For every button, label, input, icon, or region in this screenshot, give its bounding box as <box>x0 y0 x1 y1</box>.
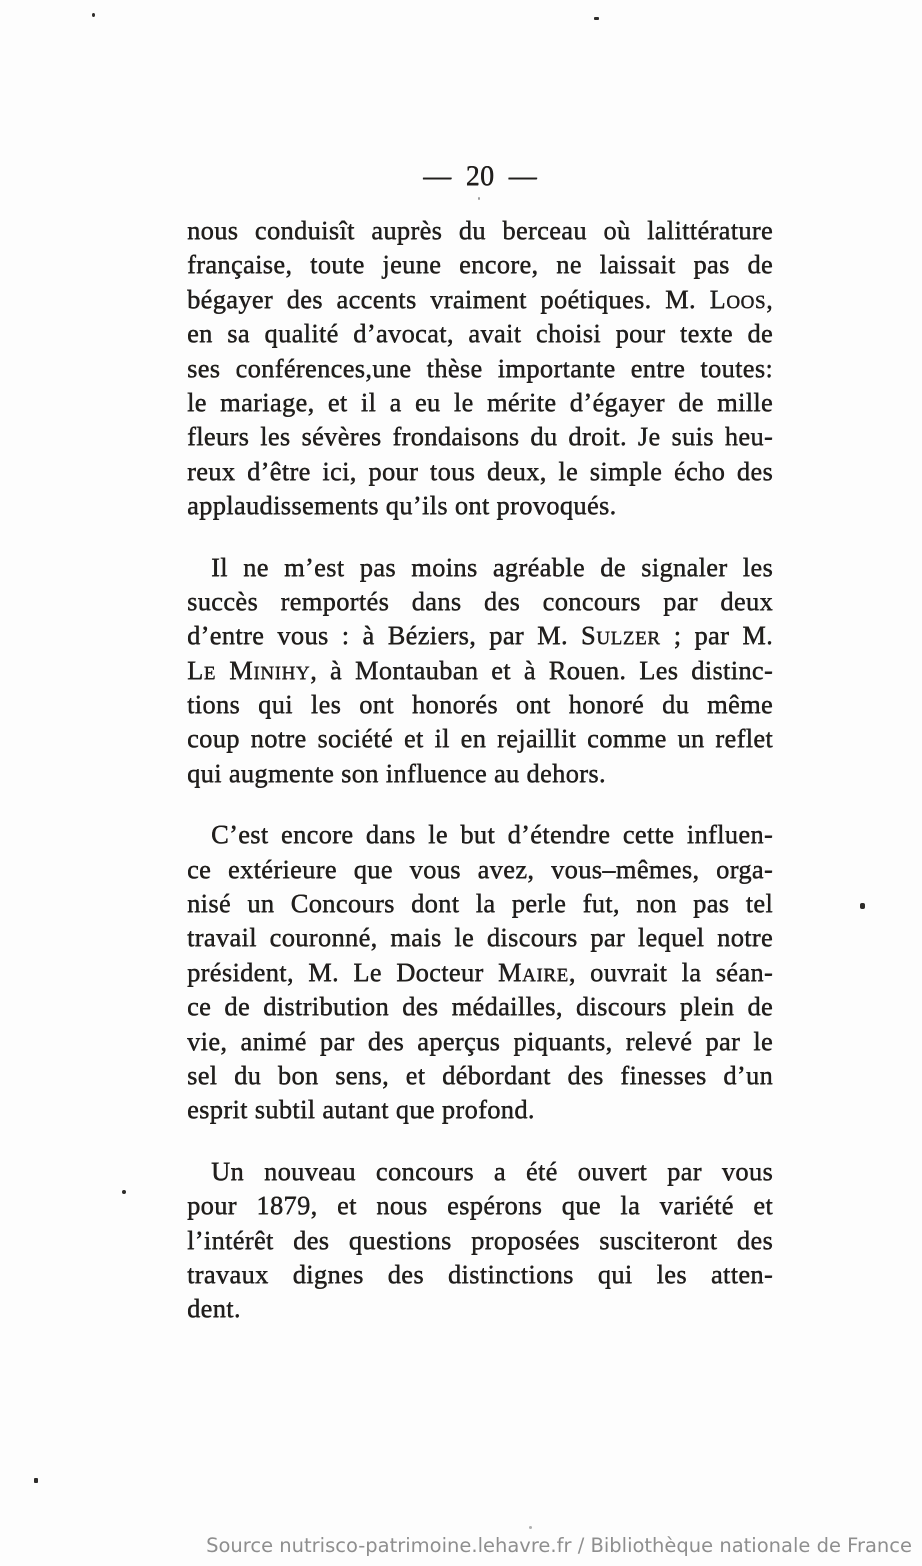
scan-speck <box>860 903 865 909</box>
text-line: travaux dignes des distinctions qui les atten- <box>187 1258 773 1289</box>
page-number-header: — 20 — <box>423 161 537 192</box>
text-line: sel du bon sens, et débordant des finesses d’un <box>187 1059 773 1090</box>
text-line: française, toute jeune encore, ne laissait pas de <box>187 249 773 280</box>
text-line: ce de distribution des médailles, discours plein de <box>187 991 773 1022</box>
text-line: qui augmente son influence au dehors. <box>187 757 606 788</box>
text-line: travail couronné, mais le discours par lequel notre <box>187 922 773 953</box>
text-line: d’entre vous : à Béziers, par M. Sulzer ; par M. <box>187 620 774 651</box>
scan-speck <box>34 1478 38 1483</box>
page-text-block <box>187 159 773 1326</box>
text-line: bégayer des accents vraiment poétiques. M. Loos, <box>187 283 773 314</box>
text-line: vie, animé par des aperçus piquants, relevé par le <box>187 1025 773 1056</box>
paragraph <box>187 817 773 1127</box>
text-line: président, M. Le Docteur Maire, ouvrait la séan- <box>187 956 774 987</box>
text-line: l’intérêt des questions proposées susciteront des <box>187 1224 773 1255</box>
text-line: applaudissements qu’ils ont provoqués. <box>187 490 617 521</box>
text-line: pour 1879, et nous espérons que la variété et <box>187 1190 773 1221</box>
scan-speck <box>122 1190 126 1194</box>
paragraph <box>187 213 773 523</box>
scan-speck <box>594 17 599 20</box>
text-line: Le Minihy, à Montauban et à Rouen. Les distinc- <box>187 654 773 685</box>
text-line: nisé un Concours dont la perle fut, non pas tel <box>187 888 773 919</box>
text-line: Un nouveau concours a été ouvert par vous <box>211 1155 773 1186</box>
scan-speck <box>529 1526 532 1529</box>
digitization-source-credit: Source nutrisco-patrimoine.lehavre.fr / Bibliothèque nationale de France <box>206 1534 912 1557</box>
paragraph <box>187 1154 773 1326</box>
text-line: fleurs les sévères frondaisons du droit. Je suis heu- <box>187 421 773 452</box>
scan-speck <box>92 13 95 17</box>
text-line: dent. <box>187 1293 241 1324</box>
text-line: esprit subtil autant que profond. <box>187 1094 535 1125</box>
text-line: Il ne m’est pas moins agréable de signaler les <box>211 551 773 582</box>
paragraph <box>187 550 773 791</box>
text-line: tions qui les ont honorés ont honoré du même <box>187 689 773 720</box>
text-line: nous conduisît auprès du berceau où lalittérature <box>187 215 773 245</box>
text-line: le mariage, et il a eu le mérite d’égayer de mille <box>187 386 773 417</box>
text-line: ses conférences,une thèse importante entre toutes: <box>187 352 773 383</box>
text-line: C’est encore dans le but d’étendre cette influen- <box>211 819 773 850</box>
text-line: coup notre société et il en rejaillit comme un reflet <box>187 723 773 754</box>
body-paragraphs <box>187 213 773 1326</box>
text-line: reux d’être ici, pour tous deux, le simple écho des <box>187 455 773 486</box>
text-line: ce extérieure que vous avez, vous–mêmes, orga- <box>187 853 773 884</box>
text-line: en sa qualité d’avocat, avait choisi pour texte de <box>187 318 773 349</box>
text-line: succès remportés dans des concours par deux <box>187 585 773 616</box>
